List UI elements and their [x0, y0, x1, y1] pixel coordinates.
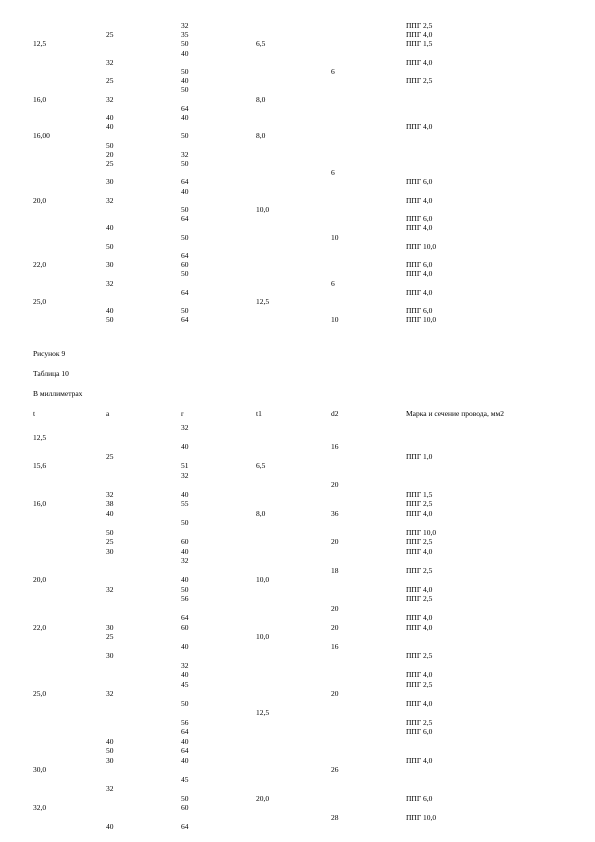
cell-t: 16,00 [33, 131, 50, 141]
cell-r: 60 [181, 803, 189, 812]
cell-r: 64 [181, 177, 189, 187]
cell-mark: ППГ 2,5 [406, 679, 433, 689]
cell-d2: 18 [331, 565, 339, 575]
cell-r: 40 [181, 76, 189, 86]
cell-d2: 26 [331, 765, 339, 774]
cell-a: 40 [106, 306, 114, 316]
cell-r: 32 [181, 21, 189, 30]
cell-t1: 10,0 [256, 632, 270, 641]
cell-r: 40 [181, 113, 189, 122]
cell-r: 40 [181, 736, 189, 746]
cell-mark: ППГ 6,0 [406, 214, 433, 224]
cell-mark: ППГ 1,5 [406, 39, 433, 49]
cell-d2: 6 [331, 67, 335, 76]
cell-r: 64 [181, 214, 189, 224]
cell-r: 45 [181, 679, 189, 689]
cell-a: 25 [106, 76, 114, 86]
cell-mark: ППГ 4,0 [406, 508, 433, 518]
cell-r: 50 [181, 159, 189, 168]
cell-a: 40 [106, 223, 114, 233]
cell-mark: ППГ 1,0 [406, 451, 433, 461]
cell-mark: ППГ 6,0 [406, 306, 433, 316]
cell-a: 40 [106, 736, 114, 746]
cell-r: 50 [181, 131, 189, 141]
cell-a: 30 [106, 260, 114, 270]
cell-mark: ППГ 4,0 [406, 613, 433, 622]
cell-t1: 10,0 [256, 575, 270, 584]
cell-a: 32 [106, 584, 114, 594]
cell-a: 32 [106, 57, 114, 67]
cell-d2: 10 [331, 315, 339, 325]
cell-mark: ППГ 4,0 [406, 698, 433, 708]
cell-mark: ППГ 4,0 [406, 195, 433, 205]
cell-d2: 16 [331, 641, 339, 651]
cell-mark: ППГ 4,0 [406, 223, 433, 233]
cell-r: 64 [181, 746, 189, 755]
cell-r: 55 [181, 499, 189, 508]
cell-r: 56 [181, 717, 189, 727]
cell-d2: 6 [331, 168, 335, 178]
cell-mark: ППГ 10,0 [406, 315, 437, 325]
cell-t: 25,0 [33, 689, 47, 698]
cell-t: 25,0 [33, 297, 47, 306]
cell-r: 64 [181, 315, 189, 325]
cell-t1: 6,5 [256, 461, 266, 470]
cell-a: 40 [106, 122, 114, 132]
cell-r: 60 [181, 537, 189, 546]
cell-a: 50 [106, 315, 114, 325]
cell-t1: 20,0 [256, 793, 270, 803]
header-cell-r: r [181, 409, 184, 418]
cell-d2: 16 [331, 442, 339, 451]
cell-t: 15,6 [33, 461, 47, 470]
table-10-title: Таблица 10 [33, 369, 69, 378]
cell-d2: 20 [331, 537, 339, 546]
cell-d2: 28 [331, 812, 339, 822]
cell-mark: ППГ 10,0 [406, 241, 437, 251]
cell-mark: ППГ 2,5 [406, 499, 433, 508]
cell-t: 22,0 [33, 622, 47, 632]
cell-r: 32 [181, 556, 189, 565]
header-cell-t: t [33, 409, 36, 418]
cell-t: 12,5 [33, 432, 47, 442]
cell-a: 30 [106, 546, 114, 556]
cell-t1: 8,0 [256, 94, 266, 104]
cell-r: 32 [181, 660, 189, 670]
cell-r: 40 [181, 546, 189, 556]
cell-mark: ППГ 4,0 [406, 57, 433, 67]
cell-r: 50 [181, 205, 189, 214]
cell-r: 50 [181, 584, 189, 594]
cell-r: 40 [181, 442, 189, 451]
cell-r: 60 [181, 622, 189, 632]
cell-r: 40 [181, 641, 189, 651]
cell-t1: 8,0 [256, 508, 266, 518]
cell-t: 16,0 [33, 499, 47, 508]
cell-t: 16,0 [33, 94, 47, 104]
cell-r: 50 [181, 85, 189, 95]
cell-r: 64 [181, 287, 189, 297]
cell-mark: ППГ 2,5 [406, 537, 433, 546]
cell-mark: ППГ 2,5 [406, 651, 433, 660]
cell-r: 50 [181, 698, 189, 708]
cell-d2: 20 [331, 603, 339, 613]
cell-r: 50 [181, 518, 189, 527]
cell-r: 64 [181, 822, 189, 831]
header-cell-a: a [106, 409, 110, 418]
cell-r: 64 [181, 613, 189, 622]
cell-a: 40 [106, 508, 114, 518]
cell-t: 20,0 [33, 195, 47, 205]
cell-a: 32 [106, 278, 114, 288]
cell-a: 25 [106, 159, 114, 168]
cell-r: 56 [181, 594, 189, 603]
cell-d2: 6 [331, 278, 335, 288]
cell-r: 40 [181, 670, 189, 679]
cell-t: 22,0 [33, 260, 47, 270]
cell-a: 32 [106, 489, 114, 499]
cell-mark: ППГ 6,0 [406, 727, 433, 736]
cell-a: 38 [106, 499, 114, 508]
cell-a: 20 [106, 149, 114, 159]
cell-a: 30 [106, 651, 114, 660]
cell-mark: ППГ 4,0 [406, 755, 433, 765]
cell-r: 50 [181, 232, 189, 242]
cell-a: 25 [106, 632, 114, 641]
cell-mark: ППГ 4,0 [406, 30, 433, 40]
cell-t: 20,0 [33, 575, 47, 584]
cell-mark: ППГ 4,0 [406, 287, 433, 297]
cell-a: 50 [106, 746, 114, 755]
cell-mark: ППГ 4,0 [406, 122, 433, 132]
cell-r: 40 [181, 489, 189, 499]
header-cell-t1: t1 [256, 409, 262, 418]
cell-r: 45 [181, 774, 189, 784]
cell-a: 25 [106, 30, 114, 40]
cell-r: 32 [181, 149, 189, 159]
cell-r: 51 [181, 461, 189, 470]
cell-r: 64 [181, 103, 189, 113]
cell-r: 50 [181, 39, 189, 49]
cell-a: 30 [106, 177, 114, 187]
cell-r: 50 [181, 793, 189, 803]
cell-d2: 10 [331, 232, 339, 242]
cell-d2: 20 [331, 689, 339, 698]
cell-mark: ППГ 1,5 [406, 489, 433, 499]
header-cell-d2: d2 [331, 409, 339, 418]
cell-mark: ППГ 4,0 [406, 546, 433, 556]
cell-r: 32 [181, 470, 189, 480]
cell-mark: ППГ 6,0 [406, 793, 433, 803]
cell-mark: ППГ 6,0 [406, 260, 433, 270]
cell-t: 30,0 [33, 765, 47, 774]
cell-mark: ППГ 2,5 [406, 717, 433, 727]
cell-t1: 12,5 [256, 708, 270, 717]
cell-mark: ППГ 4,0 [406, 670, 433, 679]
cell-mark: ППГ 2,5 [406, 76, 433, 86]
cell-r: 40 [181, 575, 189, 584]
cell-d2: 36 [331, 508, 339, 518]
cell-t: 32,0 [33, 803, 47, 812]
cell-mark: ППГ 10,0 [406, 527, 437, 537]
cell-r: 50 [181, 269, 189, 279]
cell-a: 25 [106, 451, 114, 461]
cell-a: 25 [106, 537, 114, 546]
cell-r: 35 [181, 30, 189, 40]
units-note: В миллиметрах [33, 389, 83, 398]
cell-r: 50 [181, 67, 189, 76]
cell-r: 64 [181, 251, 189, 260]
cell-a: 50 [106, 241, 114, 251]
cell-a: 30 [106, 622, 114, 632]
cell-r: 64 [181, 727, 189, 736]
cell-t1: 12,5 [256, 297, 270, 306]
cell-mark: ППГ 2,5 [406, 565, 433, 575]
cell-mark: ППГ 4,0 [406, 269, 433, 279]
cell-a: 40 [106, 113, 114, 122]
cell-mark: ППГ 10,0 [406, 812, 437, 822]
cell-mark: ППГ 2,5 [406, 594, 433, 603]
cell-r: 50 [181, 306, 189, 316]
cell-t1: 10,0 [256, 205, 270, 214]
cell-mark: ППГ 6,0 [406, 177, 433, 187]
cell-a: 30 [106, 755, 114, 765]
cell-t1: 8,0 [256, 131, 266, 141]
cell-a: 32 [106, 195, 114, 205]
cell-mark: ППГ 2,5 [406, 21, 433, 30]
cell-r: 32 [181, 423, 189, 432]
cell-a: 50 [106, 140, 114, 150]
cell-a: 32 [106, 94, 114, 104]
cell-r: 40 [181, 186, 189, 196]
header-cell-mark: Марка и сечение провода, мм2 [406, 409, 504, 418]
cell-t1: 6,5 [256, 39, 266, 49]
cell-a: 50 [106, 527, 114, 537]
cell-d2: 20 [331, 480, 339, 489]
cell-a: 32 [106, 784, 114, 793]
figure-caption: Рисунок 9 [33, 349, 66, 358]
cell-t: 12,5 [33, 39, 47, 49]
cell-mark: ППГ 4,0 [406, 622, 433, 632]
cell-mark: ППГ 4,0 [406, 584, 433, 594]
cell-d2: 20 [331, 622, 339, 632]
cell-r: 40 [181, 48, 189, 58]
cell-a: 40 [106, 822, 114, 831]
cell-r: 60 [181, 260, 189, 270]
cell-a: 32 [106, 689, 114, 698]
cell-r: 40 [181, 755, 189, 765]
